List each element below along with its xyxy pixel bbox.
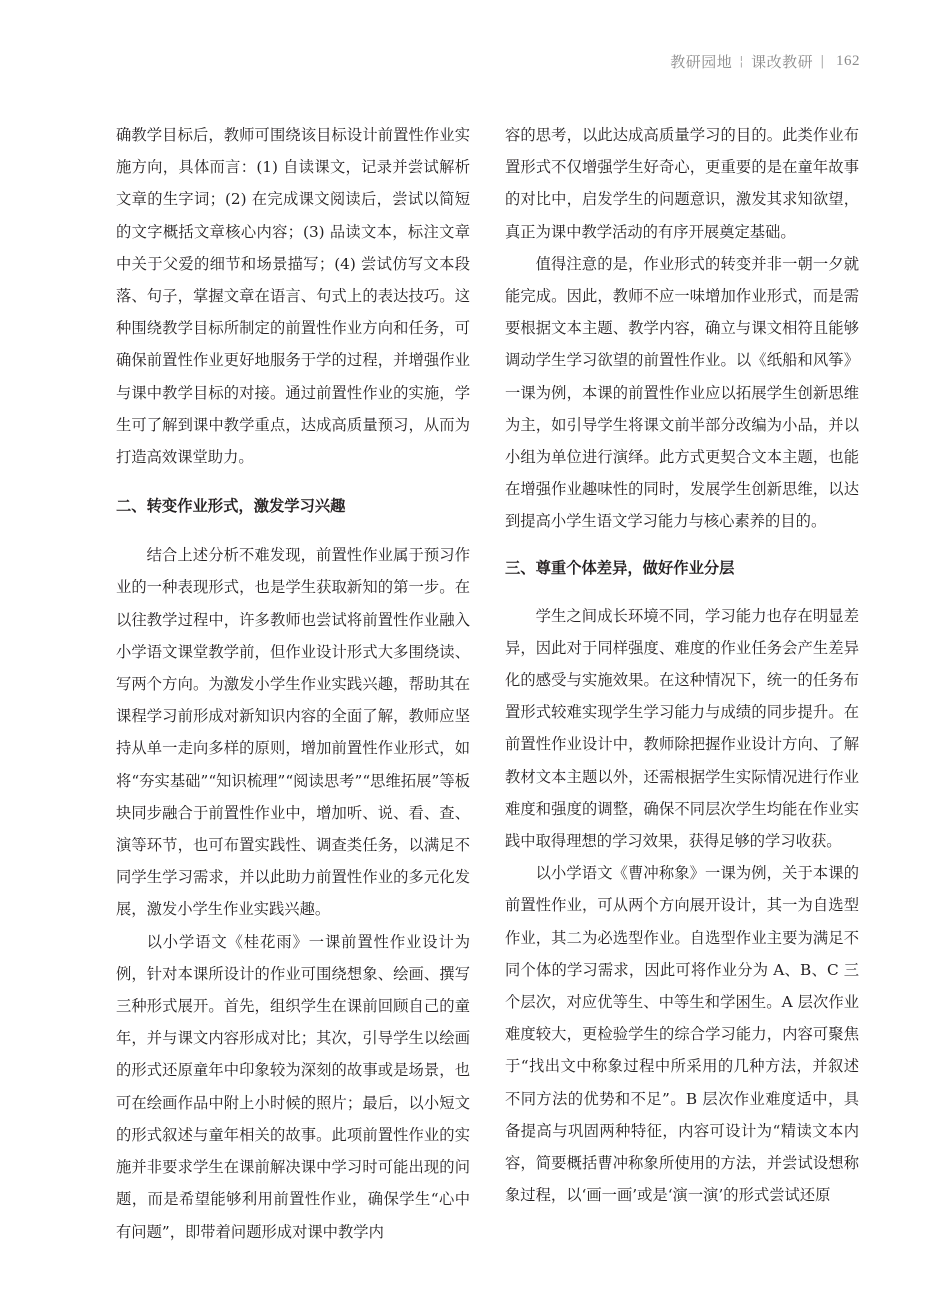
header-separator: ¦: [739, 54, 745, 69]
right-paragraph-4: 以小学语文《曹冲称象》一课为例，关于本课的前置性作业，可从两个方向展开设计，其一为自选型作业，其二为必选型作业。自选型作业主要为满足不同个体的学习需求，因此可将作业分为 A、B、C 三个层次，对应优等生、中等生和学困生。A 层次作业难度较大，更检验学生的综合学习能力，内容可聚焦于“找出文中称象过程中所采用的几种方法，并叙述不同方法的优势和不足”。B 层次作业难度适中，具备提高与巩固两种特征，内容可设计为“精读文本内容，简要概括曹冲称象所使用的方法，并尝试设想称象过程，以‘画一画’或是‘演一演’的形式尝试还原: [505, 864, 859, 1205]
left-paragraph-1: 确教学目标后，教师可围绕该目标设计前置性作业实施方向，具体而言：(1) 自读课文，记录并尝试解析文章的生字词；(2) 在完成课文阅读后，尝试以简短的文字概括文章核心内容；(3) 品读文本，标注文章中关于父爱的细节和场景描写；(4) 尝试仿写文本段落、句子，掌握文章在语言、句式上的表达技巧。这种围绕教学目标所制定的前置性作业方向和任务，可确保前置性作业更好地服务于学的过程，并增强作业与课中教学目标的对接。通过前置性作业的实施，学生可了解到课中教学重点，达成高质量预习，从而为打造高效课堂助力。: [116, 126, 470, 467]
left-paragraph-3: 以小学语文《桂花雨》一课前置性作业设计为例，针对本课所设计的作业可围绕想象、绘画、撰写三种形式展开。首先，组织学生在课前回顾自己的童年，并与课文内容形成对比；其次，引导学生以绘画的形式还原童年中印象较为深刻的故事或是场景，也可在绘画作品中附上小时候的照片；最后，以小短文的形式叙述与童年相关的故事。此项前置性作业的实施并非要求学生在课前解决课中学习时可能出现的问题，而是希望能够利用前置性作业，确保学生“心中有问题”，即带着问题形成对课中教学内: [116, 932, 470, 1241]
section-heading-3: 三、尊重个体差异，做好作业分层: [505, 558, 735, 577]
section-heading-2: 二、转变作业形式，激发学习兴趣: [116, 497, 346, 516]
left-column: [116, 119, 470, 1248]
header-subsection: 课改教研: [751, 53, 814, 71]
right-paragraph-1: 容的思考，以此达成高质量学习的目的。此类作业布置形式不仅增强学生好奇心，更重要的是在童年故事的对比中，启发学生的问题意识，激发其求知欲望，真正为课中教学活动的有序开展奠定基础。: [505, 126, 859, 241]
right-paragraph-3: 学生之间成长环境不同，学习能力也存在明显差异，因此对于同样强度、难度的作业任务会产生差异化的感受与实施效果。在这种情况下，统一的任务布置形式较难实现学生学习能力与成绩的同步提升。在前置性作业设计中，教师除把握作业设计方向、了解教材文本主题以外，还需根据学生实际情况进行作业难度和强度的调整，确保不同层次学生均能在作业实践中取得理想的学习效果，获得足够的学习收获。: [505, 606, 859, 851]
header-section: 教研园地: [670, 53, 733, 71]
page-number: 162: [836, 53, 860, 69]
right-column: [505, 119, 859, 1212]
running-header: [670, 51, 860, 72]
header-bar: |: [820, 54, 825, 69]
left-paragraph-2: 结合上述分析不难发现，前置性作业属于预习作业的一种表现形式，也是学生获取新知的第一步。在以往教学过程中，许多教师也尝试将前置性作业融入小学语文课堂教学前，但作业设计形式大多围绕读、写两个方向。为激发小学生作业实践兴趣，帮助其在课程学习前形成对新知识内容的全面了解，教师应坚持从单一走向多样的原则，增加前置性作业形式，如将“夯实基础”“知识梳理”“阅读思考”“思维拓展”等板块同步融合于前置性作业中，增加听、说、看、查、演等环节，也可布置实践性、调查类任务，以满足不同学生学习需求，并以此助力前置性作业的多元化发展，激发小学生作业实践兴趣。: [116, 546, 470, 919]
right-paragraph-2: 值得注意的是，作业形式的转变并非一朝一夕就能完成。因此，教师不应一味增加作业形式，而是需要根据文本主题、教学内容，确立与课文相符且能够调动学生学习欲望的前置性作业。以《纸船和风筝》一课为例，本课的前置性作业应以拓展学生创新思维为主，如引导学生将课文前半部分改编为小品，并以小组为单位进行演绎。此方式更契合文本主题，也能在增强作业趣味性的同时，发展学生创新思维，以达到提高小学生语文学习能力与核心素养的目的。: [505, 254, 859, 531]
